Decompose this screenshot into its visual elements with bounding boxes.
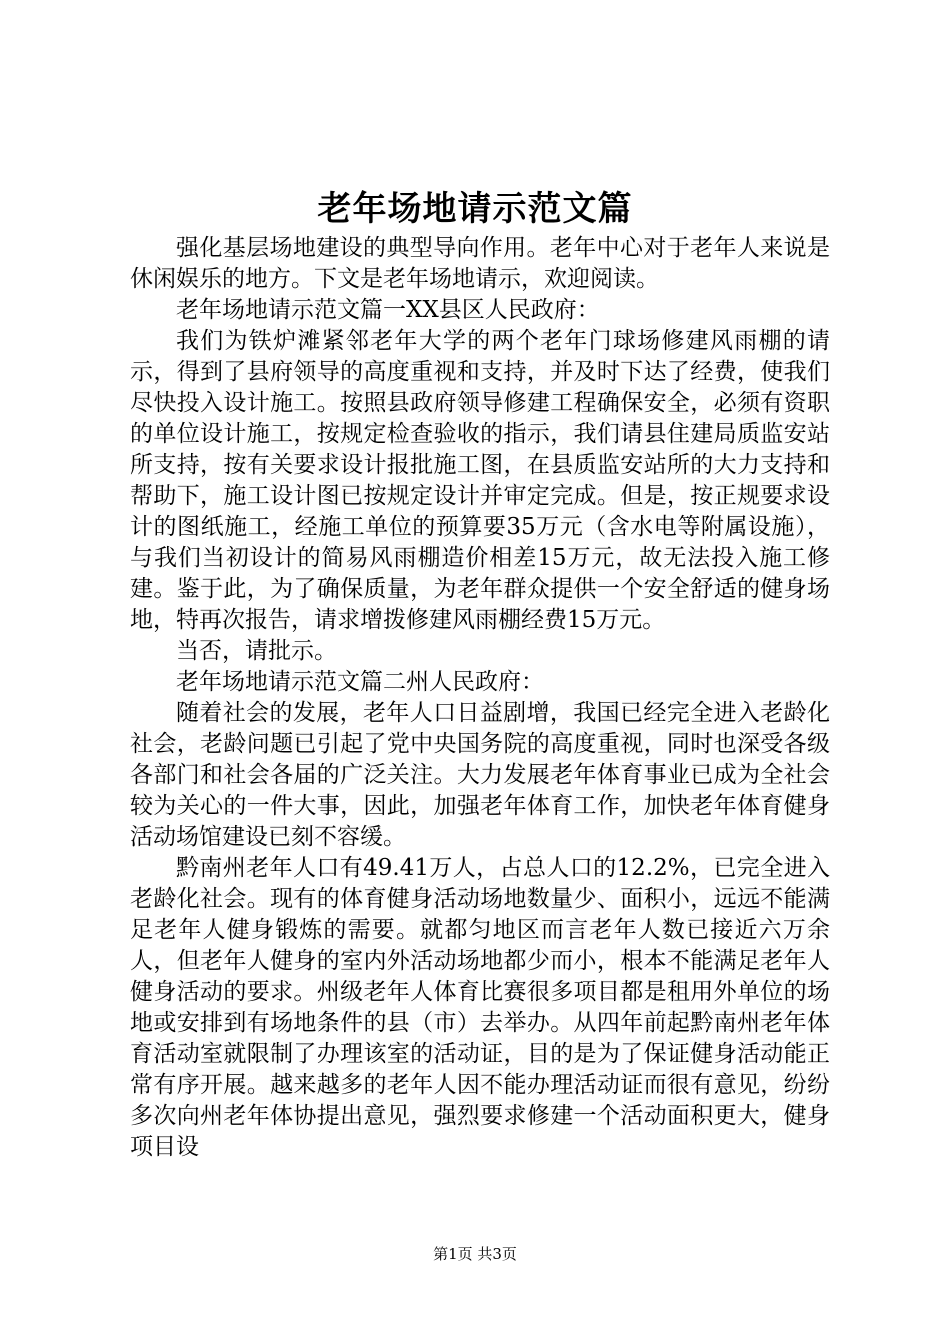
paragraph-intro: 强化基层场地建设的典型导向作用。老年中心对于老年人来说是休闲娱乐的地方。下文是老年场地请示，欢迎阅读。 xyxy=(130,235,830,292)
paragraph-background-2: 随着社会的发展，老年人口日益剧增，我国已经完全进入老龄化社会，老龄问题已引起了党中央国务院的高度重视，同时也深受各级各部门和社会各届的广泛关注。大力发展老年体育事业已成为全社会较为关心的一件大事，因此，加强老年体育工作，加快老年体育健身活动场馆建设已刻不容缓。 xyxy=(130,700,830,850)
document-title: 老年场地请示范文篇 xyxy=(317,189,633,229)
paragraph-situation-2: 黔南州老年人口有49.41万人，占总人口的12.2%，已完全进入老龄化社会。现有的体育健身活动场地数量少、面积小，远远不能满足老年人健身锻炼的需要。就都匀地区而言老年人数已接近六万余人，但老年人健身的室内外活动场地都少而小，根本不能满足老年人健身活动的要求。州级老年人体育比赛很多项目都是租用外单位的场地或安排到有场地条件的县（市）去举办。从四年前起黔南州老年体育活动室就限制了办理该室的活动证，目的是为了保证健身活动能正常有序开展。越来越多的老年人因不能办理活动证而很有意见，纷纷多次向州老年体协提出意见，强烈要求修建一个活动面积更大，健身项目设 xyxy=(130,855,830,1160)
paragraph-heading-2: 老年场地请示范文篇二州人民政府： xyxy=(176,669,544,695)
document-body xyxy=(130,233,830,1163)
paragraph-request-1: 我们为铁炉滩紧邻老年大学的两个老年门球场修建风雨棚的请示，得到了县府领导的高度重视和支持，并及时下达了经费，使我们尽快投入设计施工。按照县政府领导修建工程确保安全，必须有资职的单位设计施工，按规定检查验收的指示，我们请县住建局质监安站所支持，按有关要求设计报批施工图，在县质监安站所的大力支持和帮助下，施工设计图已按规定设计并审定完成。但是，按正规要求设计的图纸施工，经施工单位的预算要35万元（含水电等附属设施），与我们当初设计的简易风雨棚造价相差15万元，故无法投入施工修建。鉴于此，为了确保质量，为老年群众提供一个安全舒适的健身场地，特再次报告，请求增拨修建风雨棚经费15万元。 xyxy=(130,328,830,633)
paragraph-heading-1: 老年场地请示范文篇一XX县区人民政府： xyxy=(176,297,600,323)
page-footer: 第1页 共3页 xyxy=(433,1245,517,1263)
paragraph-closing-1: 当否，请批示。 xyxy=(176,638,337,664)
